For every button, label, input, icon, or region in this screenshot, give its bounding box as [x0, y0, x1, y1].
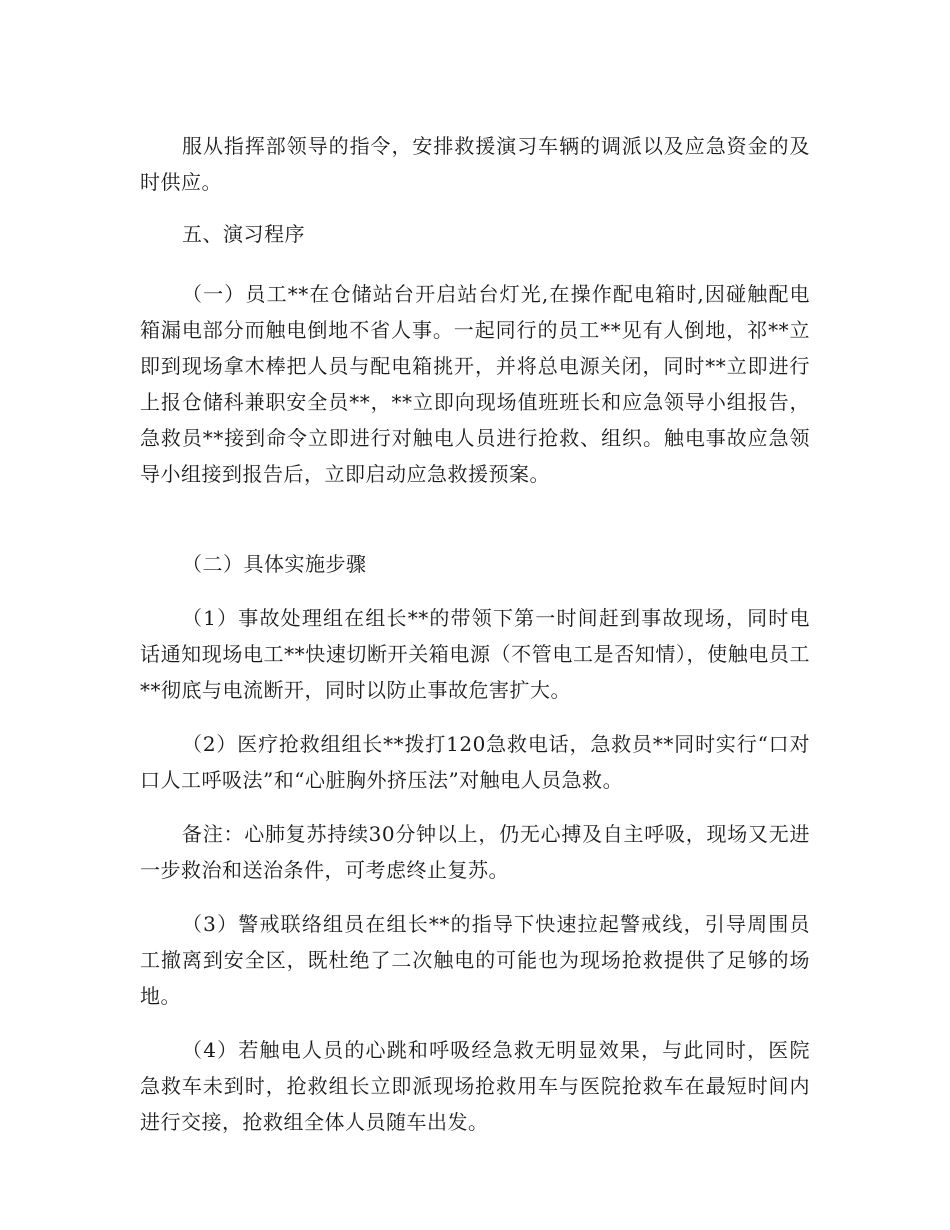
paragraph-remark: 备注：心肺复苏持续30分钟以上，仍无心搏及自主呼吸，现场又无进一步救治和送治条件，可考虑终止复苏。	[140, 822, 810, 882]
paragraph-step-2: （2）医疗抢救组组长**拨打120急救电话，急救员**同时实行“口对口人工呼吸法”和“心脏胸外挤压法”对触电人员急救。	[140, 732, 810, 792]
paragraph-step-3: （3）警戒联络组员在组长**的指导下快速拉起警戒线，引导周围员工撤离到安全区，既杜绝了二次触电的可能也为现场抢救提供了足够的场地。	[140, 912, 810, 1008]
paragraph-command-duties: 服从指挥部领导的指令，安排救援演习车辆的调派以及应急资金的及时供应。	[140, 134, 810, 194]
subheading-implementation-steps: （二）具体实施步骤	[182, 552, 367, 576]
paragraph-incident-description: （一）员工**在仓储站台开启站台灯光,在操作配电箱时,因碰触配电箱漏电部分而触电倒地不省人事。一起同行的员工**见有人倒地，祁**立即到现场拿木棒把人员与配电箱挑开，并将总电源关闭，同时**立即进行上报仓储科兼职安全员**，**立即向现场值班班长和应急领导小组报告，急救员**接到命令立即进行对触电人员进行抢救、组织。触电事故应急领导小组接到报告后，立即启动应急救援预案。	[140, 282, 810, 486]
paragraph-step-4: （4）若触电人员的心跳和呼吸经急救无明显效果，与此同时，医院急救车未到时，抢救组长立即派现场抢救用车与医院抢救车在最短时间内进行交接，抢救组全体人员随车出发。	[140, 1038, 810, 1134]
section-heading-drill-procedure: 五、演习程序	[182, 222, 305, 246]
paragraph-step-1: （1）事故处理组在组长**的带领下第一时间赶到事故现场，同时电话通知现场电工**快速切断开关箱电源（不管电工是否知情），使触电员工**彻底与电流断开，同时以防止事故危害扩大。	[140, 606, 810, 702]
